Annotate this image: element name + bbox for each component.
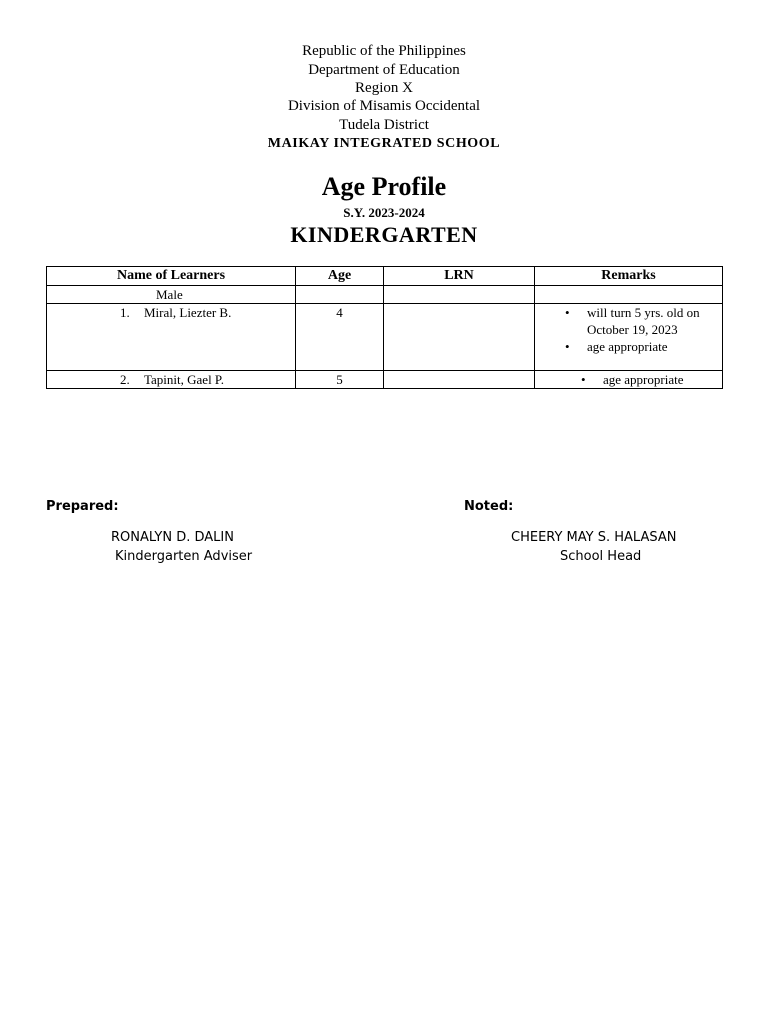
learner-number: 1. <box>120 305 130 320</box>
header-department: Department of Education <box>308 62 460 78</box>
grade-level: KINDERGARTEN <box>290 222 478 247</box>
remark-item: • will turn 5 yrs. old on October 19, 2023 <box>535 304 722 338</box>
age-profile-table <box>46 266 723 389</box>
prepared-name: RONALYN D. DALIN <box>111 530 234 545</box>
table-header-row <box>47 267 723 286</box>
learner-number: 2. <box>120 372 130 387</box>
learner-name-cell <box>47 304 296 371</box>
header-remarks: Remarks <box>535 267 723 286</box>
header-district: Tudela District <box>339 117 429 133</box>
header-division: Division of Misamis Occidental <box>287 98 481 114</box>
prepared-label: Prepared: <box>46 499 119 514</box>
learner-name: Miral, Liezter B. <box>144 305 232 320</box>
header-name-of-learners: Name of Learners <box>47 267 296 286</box>
table-row <box>47 371 723 389</box>
remark-item: • age appropriate <box>535 338 722 355</box>
header-school-name: MAIKAY INTEGRATED SCHOOL <box>267 136 501 151</box>
header-republic: Republic of the Philippines <box>302 43 466 59</box>
school-year: S.Y. 2023-2024 <box>343 205 425 220</box>
learner-age: 4 <box>296 304 384 371</box>
header-lrn: LRN <box>384 267 535 286</box>
header-age: Age <box>296 267 384 286</box>
learner-age: 5 <box>296 371 384 389</box>
page-title: Age Profile <box>321 172 447 201</box>
remark-item: • age appropriate <box>535 371 722 388</box>
learner-remarks <box>535 371 723 389</box>
group-label-male: Male <box>47 286 296 304</box>
noted-title: School Head <box>560 549 642 564</box>
noted-label: Noted: <box>464 499 514 514</box>
noted-name: CHEERY MAY S. HALASAN <box>511 530 677 545</box>
table-row <box>47 304 723 371</box>
learner-lrn <box>384 371 535 389</box>
table-group-row-male <box>47 286 723 304</box>
learner-name: Tapinit, Gael P. <box>144 372 224 387</box>
header-region: Region X <box>355 80 413 96</box>
learner-name-cell <box>47 371 296 389</box>
prepared-title: Kindergarten Adviser <box>115 549 253 564</box>
learner-remarks <box>535 304 723 371</box>
learner-lrn <box>384 304 535 371</box>
